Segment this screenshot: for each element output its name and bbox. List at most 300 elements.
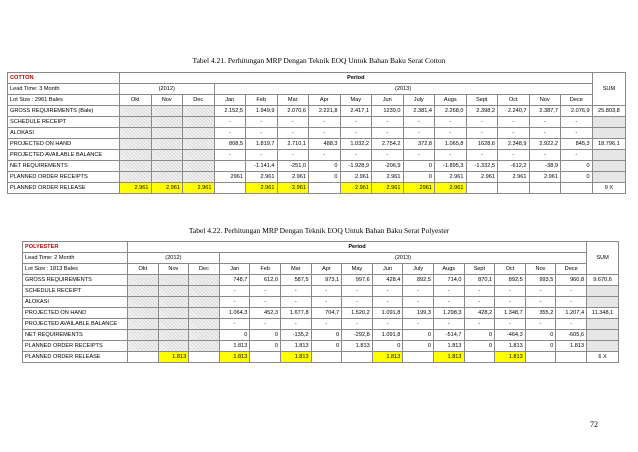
data-cell (250, 352, 281, 363)
data-cell (189, 330, 220, 341)
data-cell: 0 (403, 341, 434, 352)
data-cell: 0 (464, 341, 495, 352)
data-cell: 2.961 (183, 183, 215, 194)
data-cell (151, 128, 183, 139)
data-cell: - (403, 117, 435, 128)
month-header: Mar (280, 264, 311, 275)
data-cell: 2.961 (372, 172, 404, 183)
data-cell: - (403, 128, 435, 139)
sum-cell: 9.670,6 (587, 275, 619, 286)
data-cell: 0 (525, 341, 556, 352)
data-cell: 2.387,7 (529, 106, 561, 117)
data-cell (529, 183, 561, 194)
month-header: Feb (250, 264, 281, 275)
data-cell: 1.091,8 (372, 308, 403, 319)
data-cell: 1239,0 (372, 106, 404, 117)
data-cell (128, 275, 159, 286)
data-cell (189, 286, 220, 297)
sum-cell (592, 128, 626, 139)
year-header: (2012) (128, 253, 220, 264)
data-cell: - (219, 319, 250, 330)
table-row (23, 341, 619, 352)
data-cell: - (214, 128, 246, 139)
data-cell (183, 117, 215, 128)
data-cell (183, 150, 215, 161)
sum-cell: 9 X (592, 183, 626, 194)
data-cell: -1.141,4 (246, 161, 278, 172)
sum-cell (592, 172, 626, 183)
data-cell: 2.961 (435, 183, 467, 194)
table-header-row (23, 264, 619, 275)
data-cell: - (342, 319, 373, 330)
data-cell: 1.813 (342, 341, 373, 352)
data-cell: - (372, 286, 403, 297)
data-cell: 1.298,3 (433, 308, 464, 319)
data-cell (189, 275, 220, 286)
month-header: Nov (525, 264, 556, 275)
data-cell (158, 286, 189, 297)
period-header: Period (128, 242, 587, 253)
month-header: Augs (433, 264, 464, 275)
month-header: Feb (246, 95, 278, 106)
data-cell: -135,2 (280, 330, 311, 341)
month-header: July (403, 95, 435, 106)
data-cell: - (280, 297, 311, 308)
month-header: Jun (372, 264, 403, 275)
data-cell: - (466, 150, 498, 161)
sum-header: SUM (592, 73, 626, 106)
data-cell: 0 (464, 330, 495, 341)
data-cell: 0 (250, 330, 281, 341)
data-cell (158, 297, 189, 308)
data-cell: - (495, 297, 526, 308)
row-label: PROJECTED AVAILABLE BALANCE (23, 319, 128, 330)
data-cell: 2961 (403, 183, 435, 194)
table-row (8, 128, 626, 139)
data-cell: 428,4 (372, 275, 403, 286)
data-cell: 748,7 (219, 275, 250, 286)
data-cell: 2.961 (277, 172, 309, 183)
data-cell: -514,7 (433, 330, 464, 341)
month-header: May (342, 264, 373, 275)
data-cell: - (464, 319, 495, 330)
data-cell: 1.032,2 (340, 139, 372, 150)
data-cell (556, 352, 587, 363)
data-cell: - (309, 128, 341, 139)
month-header: Sept (464, 264, 495, 275)
data-cell: 973,1 (311, 275, 342, 286)
data-cell: 1.207,4 (556, 308, 587, 319)
data-cell: - (435, 150, 467, 161)
month-header: Nov (158, 264, 189, 275)
period-header: Period (120, 73, 593, 84)
data-cell (128, 286, 159, 297)
table-row (23, 275, 619, 286)
data-cell: 452,3 (250, 308, 281, 319)
data-cell: -292,8 (342, 330, 373, 341)
data-cell: 1.813 (219, 352, 250, 363)
data-cell (151, 139, 183, 150)
data-cell: 2.070,6 (277, 106, 309, 117)
data-cell (311, 352, 342, 363)
data-cell: - (246, 128, 278, 139)
data-cell: 0 (561, 161, 593, 172)
data-cell: -1.332,5 (466, 161, 498, 172)
data-cell: -251,0 (277, 161, 309, 172)
data-cell: 2.076,9 (561, 106, 593, 117)
data-cell: - (250, 297, 281, 308)
data-cell: 1.813 (433, 341, 464, 352)
data-cell: 1.065,8 (435, 139, 467, 150)
data-cell: 2.240,7 (498, 106, 530, 117)
data-cell: 2.961 (435, 172, 467, 183)
data-cell: 1.813 (372, 352, 403, 363)
data-cell: - (403, 150, 435, 161)
data-cell: - (525, 297, 556, 308)
data-cell: 2.417,1 (340, 106, 372, 117)
sum-cell: 18.796,1 (592, 139, 626, 150)
lot-size: Lot Size : 1813 Bales (23, 264, 128, 275)
table-row (8, 150, 626, 161)
data-cell: - (561, 117, 593, 128)
data-cell (464, 352, 495, 363)
data-cell (189, 297, 220, 308)
mrp-table-cotton (7, 72, 626, 194)
data-cell: - (433, 297, 464, 308)
data-cell (498, 183, 530, 194)
data-cell: 993,5 (525, 275, 556, 286)
month-header: Jan (219, 264, 250, 275)
month-header: Okt (128, 264, 159, 275)
row-label: NET REQUIREMENTS (8, 161, 120, 172)
sum-cell (587, 297, 619, 308)
data-cell (158, 275, 189, 286)
data-cell (158, 319, 189, 330)
data-cell: 845,3 (561, 139, 593, 150)
row-label: PLANNED ORDER RELEASE (23, 352, 128, 363)
table-header-row (23, 253, 619, 264)
data-cell (128, 308, 159, 319)
data-cell: - (309, 150, 341, 161)
data-cell: 1.813 (556, 341, 587, 352)
data-cell (120, 117, 152, 128)
data-cell: 0 (311, 330, 342, 341)
data-cell: - (464, 297, 495, 308)
data-cell: - (372, 297, 403, 308)
data-cell: - (280, 319, 311, 330)
row-label: GROSS REQUIREMENTS (Bale) (8, 106, 120, 117)
data-cell: 2.922,2 (529, 139, 561, 150)
row-label: SCHEDULE RECEIPT (8, 117, 120, 128)
data-cell: - (525, 286, 556, 297)
data-cell (561, 183, 593, 194)
data-cell: 2.754,2 (372, 139, 404, 150)
year-header: (2013) (214, 84, 592, 95)
data-cell: - (219, 286, 250, 297)
data-cell: 1.677,8 (280, 308, 311, 319)
data-cell: 2.961 (277, 183, 309, 194)
sum-cell (587, 319, 619, 330)
data-cell: 355,2 (525, 308, 556, 319)
sum-cell (592, 161, 626, 172)
year-header: (2013) (219, 253, 586, 264)
row-label: PROJECTED ON HAND (8, 139, 120, 150)
data-cell: 1.819,7 (246, 139, 278, 150)
month-header: Okt (120, 95, 152, 106)
data-cell: 0 (403, 330, 434, 341)
data-cell: - (372, 319, 403, 330)
row-label: PLANNED ORDER RELEASE (8, 183, 120, 194)
data-cell: - (342, 286, 373, 297)
data-cell: 587,5 (280, 275, 311, 286)
month-header: July (403, 264, 434, 275)
data-cell: 2.348,9 (498, 139, 530, 150)
data-cell: - (529, 128, 561, 139)
data-cell: 0 (250, 341, 281, 352)
lot-size: Lot Size : 2961 Bales (8, 95, 120, 106)
data-cell: 704,7 (311, 308, 342, 319)
table-row (23, 352, 619, 363)
data-cell: 488,3 (309, 139, 341, 150)
data-cell (189, 341, 220, 352)
month-header: Mar (277, 95, 309, 106)
table-row (8, 117, 626, 128)
month-header: Nov (529, 95, 561, 106)
data-cell: - (246, 117, 278, 128)
table-row (23, 330, 619, 341)
data-cell (151, 161, 183, 172)
data-cell: - (372, 150, 404, 161)
table-row (23, 319, 619, 330)
data-cell: - (561, 128, 593, 139)
data-cell: 0 (219, 330, 250, 341)
sum-header: SUM (587, 242, 619, 275)
data-cell: -464,3 (495, 330, 526, 341)
data-cell: 892,5 (495, 275, 526, 286)
data-cell: 199,3 (403, 308, 434, 319)
data-cell: 2.398,2 (466, 106, 498, 117)
data-cell: 2.961 (340, 172, 372, 183)
row-label: PROJECTED ON HAND (23, 308, 128, 319)
table-row (8, 172, 626, 183)
data-cell (525, 352, 556, 363)
data-cell: - (214, 150, 246, 161)
data-cell: 0 (372, 341, 403, 352)
data-cell: - (464, 286, 495, 297)
data-cell (214, 183, 246, 194)
data-cell: -605,6 (556, 330, 587, 341)
data-cell: 1.813 (158, 352, 189, 363)
data-cell: 0 (309, 161, 341, 172)
table-row (23, 308, 619, 319)
data-cell: 2.710,1 (277, 139, 309, 150)
year-header: (2012) (120, 84, 215, 95)
data-cell: - (342, 297, 373, 308)
data-cell: - (214, 117, 246, 128)
data-cell: - (403, 319, 434, 330)
data-cell (183, 139, 215, 150)
data-cell: - (403, 286, 434, 297)
data-cell: 2.961 (498, 172, 530, 183)
data-cell (183, 161, 215, 172)
data-cell (151, 172, 183, 183)
data-cell: - (340, 128, 372, 139)
data-cell: 0 (403, 161, 435, 172)
data-cell: - (561, 150, 593, 161)
data-cell: - (340, 150, 372, 161)
data-cell (183, 128, 215, 139)
data-cell: - (372, 128, 404, 139)
data-cell: 2961 (214, 172, 246, 183)
data-cell: 2.961 (151, 183, 183, 194)
data-cell: - (309, 117, 341, 128)
lead-time: Lead Time: 3 Month (8, 84, 120, 95)
data-cell: 1.813 (433, 352, 464, 363)
data-cell (214, 161, 246, 172)
data-cell: 2.961 (246, 183, 278, 194)
data-cell: - (529, 150, 561, 161)
data-cell: 1.813 (495, 352, 526, 363)
month-header: Dec (183, 95, 215, 106)
data-cell: 997,6 (342, 275, 373, 286)
data-cell: - (466, 128, 498, 139)
data-cell: 612,0 (250, 275, 281, 286)
data-cell (158, 308, 189, 319)
data-cell (466, 183, 498, 194)
month-header: Oct (498, 95, 530, 106)
table2-caption: Tabel 4.22. Perhitungan MRP Dengan Teknik EOQ Untuk Bahan Baku Serat Polyester (188, 226, 450, 235)
data-cell (309, 183, 341, 194)
page-number: 72 (590, 420, 598, 429)
data-cell: 0 (403, 172, 435, 183)
month-header: Apr (311, 264, 342, 275)
data-cell: 0 (309, 172, 341, 183)
data-cell (128, 330, 159, 341)
data-cell: -1.895,3 (435, 161, 467, 172)
data-cell: 1.348,7 (495, 308, 526, 319)
sum-cell: 6 X (587, 352, 619, 363)
data-cell (151, 150, 183, 161)
data-cell (403, 352, 434, 363)
data-cell: 960,8 (556, 275, 587, 286)
row-label: GROSS REQUIREMENTS (23, 275, 128, 286)
table-row (8, 106, 626, 117)
data-cell (342, 352, 373, 363)
data-cell: 1.813 (280, 341, 311, 352)
data-cell: - (525, 319, 556, 330)
row-label: PLANNED ORDER RECEIPTS (23, 341, 128, 352)
data-cell: 2.961 (340, 183, 372, 194)
data-cell (120, 106, 152, 117)
data-cell: - (529, 117, 561, 128)
row-label: ALOKASI (23, 297, 128, 308)
data-cell: 2.961 (466, 172, 498, 183)
sum-cell: 25.803,8 (592, 106, 626, 117)
data-cell: - (277, 117, 309, 128)
data-cell: 1.520,2 (342, 308, 373, 319)
table-name: COTTON (8, 73, 120, 84)
data-cell: 808,5 (214, 139, 246, 150)
data-cell: - (556, 297, 587, 308)
data-cell: - (556, 319, 587, 330)
data-cell: - (277, 128, 309, 139)
data-cell: - (219, 297, 250, 308)
data-cell (183, 172, 215, 183)
table-header-row (8, 84, 626, 95)
data-cell: - (250, 319, 281, 330)
data-cell: - (433, 286, 464, 297)
month-header: Apr (309, 95, 341, 106)
month-header: Augs (435, 95, 467, 106)
sum-cell: 11.348,1 (587, 308, 619, 319)
table-header-row (8, 73, 626, 84)
row-label: ALOKASI (8, 128, 120, 139)
data-cell: -1.928,9 (340, 161, 372, 172)
data-cell: 2.961 (246, 172, 278, 183)
data-cell (120, 161, 152, 172)
data-cell (128, 297, 159, 308)
table-name: POLYESTER (23, 242, 128, 253)
month-header: Nov (151, 95, 183, 106)
mrp-table-polyester (22, 241, 619, 363)
data-cell: 372,8 (403, 139, 435, 150)
data-cell: - (311, 319, 342, 330)
data-cell: - (556, 286, 587, 297)
table-row (8, 139, 626, 150)
data-cell: - (435, 117, 467, 128)
row-label: PROJECTED AVAILABLE BALANCE (8, 150, 120, 161)
data-cell: -206,9 (372, 161, 404, 172)
data-cell: - (277, 150, 309, 161)
month-header: Jan (214, 95, 246, 106)
month-header: Jun (372, 95, 404, 106)
data-cell: - (495, 286, 526, 297)
data-cell: - (498, 128, 530, 139)
table-row (8, 183, 626, 194)
data-cell: 892,5 (403, 275, 434, 286)
data-cell: 2.381,4 (403, 106, 435, 117)
data-cell: - (498, 150, 530, 161)
sum-cell (587, 330, 619, 341)
month-header: Sept (466, 95, 498, 106)
data-cell: 1.813 (219, 341, 250, 352)
data-cell: - (403, 297, 434, 308)
table-row (23, 297, 619, 308)
data-cell (189, 352, 220, 363)
data-cell: - (433, 319, 464, 330)
data-cell (189, 319, 220, 330)
data-cell: 714,0 (433, 275, 464, 286)
data-cell: - (372, 117, 404, 128)
data-cell: - (250, 286, 281, 297)
data-cell: - (246, 150, 278, 161)
data-cell: -612,2 (498, 161, 530, 172)
data-cell (120, 128, 152, 139)
table-header-row (23, 242, 619, 253)
month-header: Dec (189, 264, 220, 275)
data-cell (158, 330, 189, 341)
data-cell: 1.813 (495, 341, 526, 352)
row-label: NET REQUIREMENTS (23, 330, 128, 341)
data-cell: 1.091,8 (372, 330, 403, 341)
data-cell (151, 117, 183, 128)
month-header: May (340, 95, 372, 106)
data-cell: - (495, 319, 526, 330)
data-cell: 2.961 (120, 183, 152, 194)
month-header: Oct (495, 264, 526, 275)
data-cell: 2.961 (372, 183, 404, 194)
sum-cell (592, 150, 626, 161)
